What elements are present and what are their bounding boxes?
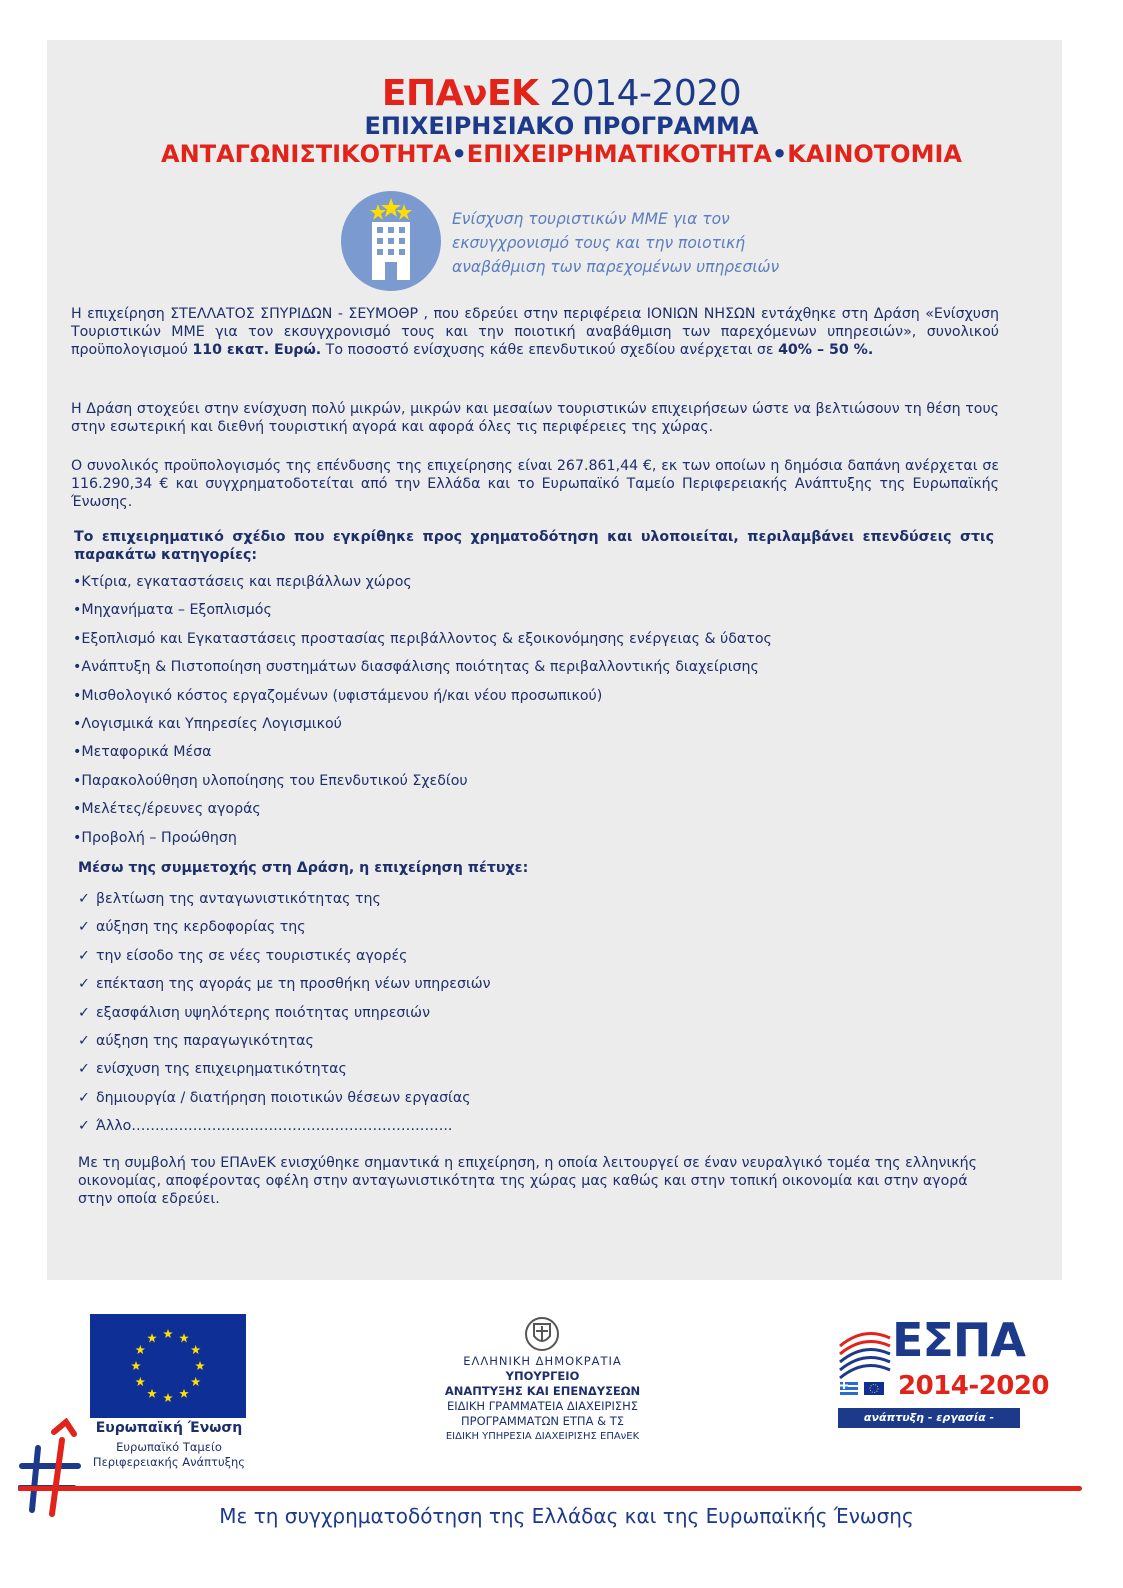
pillar-innovation: ΚΑΙΝΟΤΟΜΙΑ: [787, 140, 962, 168]
ministry-name: ΑΝΑΠΤΥΞΗΣ ΚΑΙ ΕΠΕΝΔΥΣΕΩΝ: [444, 1384, 641, 1398]
action-title-line: Ενίσχυση τουριστικών ΜΜΕ για τον: [452, 210, 730, 228]
list-item: •Ανάπτυξη & Πιστοποίηση συστημάτων διασφάλισης ποιότητας & περιβαλλοντικής διαχείρισης: [73, 659, 759, 676]
ministry-label: ΥΠΟΥΡΓΕΙΟ: [505, 1369, 580, 1383]
list-item: ✓ δημιουργία / διατήρηση ποιοτικών θέσεων εργασίας: [78, 1084, 491, 1112]
ministry-block: [380, 1354, 705, 1444]
pillar-competitiveness: ΑΝΤΑΓΩΝΙΣΤΙΚΟΤΗΤΑ: [161, 140, 452, 168]
intro-text-cont: Το ποσοστό ενίσχυσης κάθε επενδυτικού σχεδίου ανέρχεται σε: [321, 342, 779, 358]
closing-paragraph: Με τη συμβολή του ΕΠΑνΕΚ ενισχύθηκε σημαντικά η επιχείρηση, η οποία λειτουργεί σε έναν νευραλγικό τομέα της ελληνικής οικονομίας, αποφέροντας οφέλη στην ανταγωνιστικότητα της χώρας μας καθώς και στην τοπική οικονομία και στην αγορά στην οποία εδρεύει.: [78, 1155, 977, 1207]
list-item: •Μισθολογικό κόστος εργαζομένων (υφιστάμενου ή/και νέου προσωπικού): [73, 687, 603, 704]
managing-authority: ΕΙΔΙΚΗ ΥΠΗΡΕΣΙΑ ΔΙΑΧΕΙΡΙΣΗΣ ΕΠΑνΕΚ: [445, 1431, 640, 1442]
intro-text: Η επιχείρηση ΣΤΕΛΛΑΤΟΣ ΣΠΥΡΙΔΩΝ - ΣΕΥΜΟΘΡ , που εδρεύει στην περιφέρεια ΙΟΝΙΩΝ ΝΗΣΩΝ εντάχθηκε στη Δράση «Ενίσχυση Τουριστικών ΜΜΕ για τον εκσυγχρονισμό τους και την ποιοτική αναβάθμιση των παρεχόμενων υπηρεσιών», συνολικού προϋπολογισμού: [71, 306, 999, 358]
list-item: ✓ ενίσχυση της επιχειρηματικότητας: [78, 1055, 491, 1083]
list-item: •Λογισμικά και Υπηρεσίες Λογισμικού: [73, 715, 342, 732]
program-subtitle: ΕΠΙΧΕΙΡΗΣΙΑΚΟ ΠΡΟΓΡΑΜΜΑ: [364, 112, 759, 140]
list-item: •Μεταφορικά Μέσα: [73, 744, 212, 761]
eu-fund: Ευρωπαϊκό Ταμείο Περιφερειακής Ανάπτυξης: [92, 1440, 246, 1469]
action-title-line: εκσυγχρονισμό τους και την ποιοτική: [452, 234, 746, 252]
results-heading: Μέσω της συμμετοχής στη Δράση, η επιχείρηση πέτυχε:: [78, 860, 529, 876]
list-item: ✓ την είσοδο της σε νέες τουριστικές αγορές: [78, 942, 491, 970]
pillar-entrepreneurship: ΕΠΙΧΕΙΡΗΜΑΤΙΚΟΤΗΤΑ: [466, 140, 772, 168]
list-item: ✓ αύξηση της παραγωγικότητας: [78, 1027, 491, 1055]
check-icon: ✓: [78, 919, 90, 936]
intro-paragraph: [71, 305, 999, 359]
action-title-line: αναβάθμιση των παρεχομένων υπηρεσιών: [452, 258, 780, 276]
espa-motto: ανάπτυξη - εργασία - αλληλεγγύη: [838, 1408, 1020, 1428]
eu-title: Ευρωπαϊκή Ένωση: [95, 1420, 243, 1436]
epanek-logo: [0, 72, 1123, 116]
republic-label: ΕΛΛΗΝΙΚΗ ΔΗΜΟΚΡΑΤΙΑ: [463, 1354, 622, 1368]
check-icon: ✓: [78, 1032, 90, 1049]
action-budget: 110 εκατ. Ευρώ.: [192, 342, 322, 358]
greek-emblem-icon: [524, 1314, 560, 1352]
list-item: •Παρακολούθηση υλοποίησης του Επενδυτικού Σχεδίου: [73, 772, 468, 789]
check-icon: ✓: [78, 976, 90, 993]
investment-categories-list: [73, 568, 772, 852]
results-list: [78, 885, 491, 1141]
list-item: ✓ επέκταση της αγοράς με τη προσθήκη νέων υπηρεσιών: [78, 970, 491, 998]
pillar-separator: •: [451, 140, 467, 168]
espa-wordmark: ΕΣΠΑ: [892, 1313, 1025, 1367]
secretariat-line2: ΠΡΟΓΡΑΜΜΑΤΩΝ ΕΤΠΑ & ΤΣ: [461, 1414, 624, 1428]
list-item: ✓ βελτίωση της ανταγωνιστικότητας της: [78, 885, 491, 913]
list-item: ✓ Άλλο…………………………………………………………..: [78, 1112, 491, 1140]
list-item: •Κτίρια, εγκαταστάσεις και περιβάλλων χώρος: [73, 574, 412, 590]
check-icon: ✓: [78, 1061, 90, 1078]
program-pillars: [0, 139, 1123, 169]
list-item: •Προβολή – Προώθηση: [73, 829, 237, 846]
eu-flag-icon: [90, 1314, 246, 1418]
secretariat-line1: ΕΙΔΙΚΗ ΓΡΑΜΜΑΤΕΙΑ ΔΙΑΧΕΙΡΙΣΗΣ: [446, 1399, 639, 1413]
logo-brand: ΕΠΑνΕΚ: [381, 73, 539, 114]
check-icon: ✓: [78, 1004, 90, 1021]
hotel-stars-icon: [340, 190, 442, 292]
check-icon: ✓: [78, 1089, 90, 1106]
investment-categories-heading: Το επιχειρηματικό σχέδιο που εγκρίθηκε προς χρηματοδότηση και υλοποιείται, περιλαμβάνει επενδύσεις στις παρακάτω κατηγορίες:: [74, 529, 994, 563]
check-icon: ✓: [78, 1118, 90, 1135]
list-item: ✓ εξασφάλιση υψηλότερης ποιότητας υπηρεσιών: [78, 999, 491, 1027]
action-title: [452, 207, 832, 279]
list-item: ✓ αύξηση της κερδοφορίας της: [78, 913, 491, 941]
list-item: •Μελέτες/έρευνες αγοράς: [73, 801, 261, 818]
objective-paragraph: Η Δράση στοχεύει στην ενίσχυση πολύ μικρών, μικρών και μεσαίων τουριστικών επιχειρήσεων ώστε να βελτιώσουν τη θέση τους στην εσωτερική και διεθνή τουριστική αγορά και αφορά όλες τις περιφέρειες της χώρας.: [71, 401, 999, 435]
cofunding-statement: Με τη συγχρηματοδότηση της Ελλάδας και της Ευρωπαϊκής Ένωσης: [219, 1504, 914, 1528]
list-item: •Εξοπλισμό και Εγκαταστάσεις προστασίας περιβάλλοντος & εξοικονόμησης ενέργειας & ύδατος: [73, 630, 772, 647]
pillar-separator: •: [771, 140, 788, 168]
support-rate: 40% – 50 %.: [778, 342, 874, 358]
espa-years: 2014-2020: [898, 1371, 1050, 1401]
footer-divider: [18, 1486, 1082, 1491]
logo-years: 2014-2020: [549, 73, 742, 114]
check-icon: ✓: [78, 947, 90, 964]
check-icon: ✓: [78, 891, 90, 907]
budget-paragraph: Ο συνολικός προϋπολογισμός της επένδυσης της επιχείρησης είναι 267.861,44 €, εκ των οποίων η δημόσια δαπάνη ανέρχεται σε 116.290,34 € και συγχρηματοδοτείται από την Ελλάδα και το Ευρωπαϊκό Ταμείο Περιφερειακής Ανάπτυξης της Ευρωπαϊκής Ένωσης.: [71, 458, 999, 510]
list-item: •Μηχανήματα – Εξοπλισμός: [73, 602, 272, 619]
